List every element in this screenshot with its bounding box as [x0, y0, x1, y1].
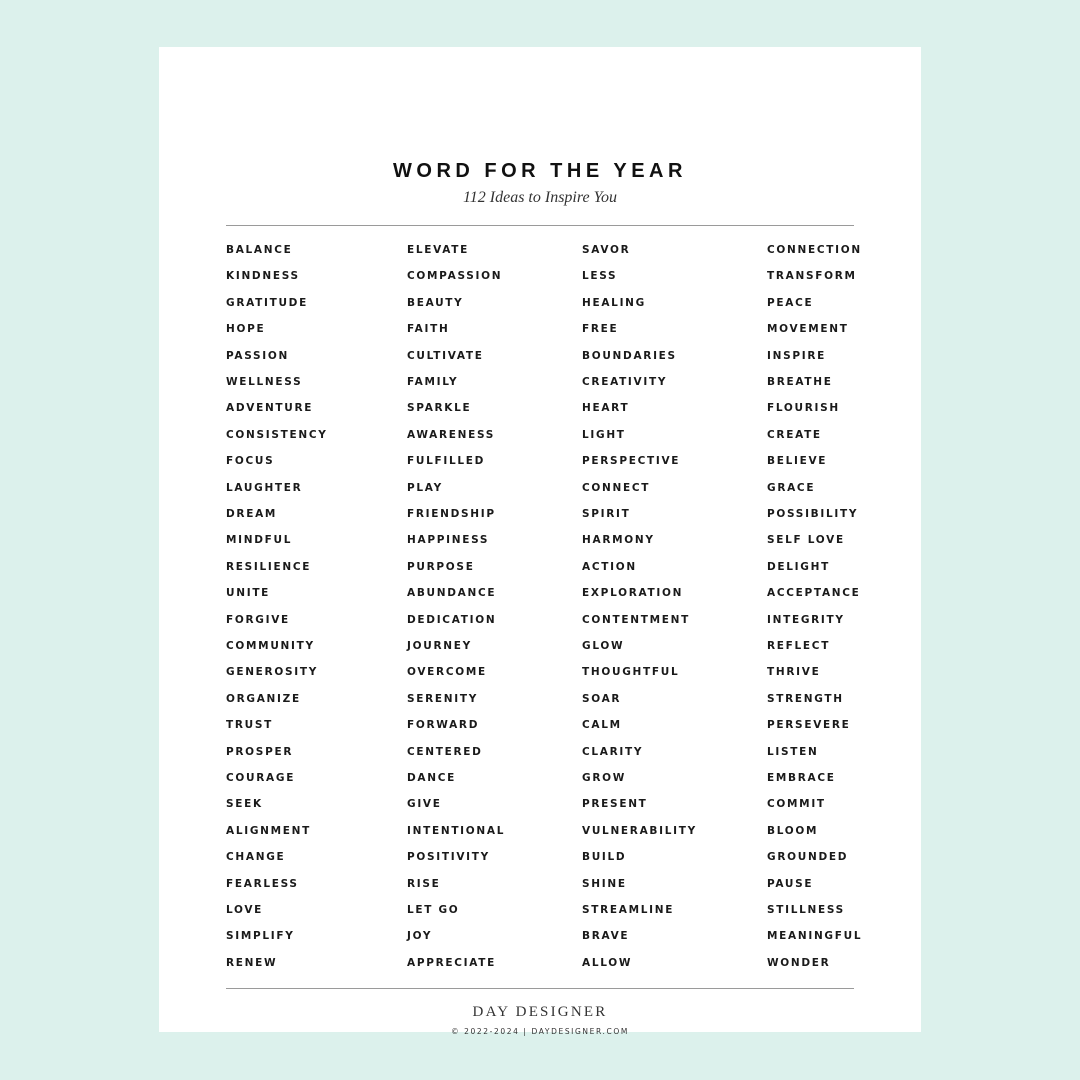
word-item: BUILD	[582, 851, 627, 864]
word-item: COURAGE	[226, 772, 296, 784]
top-divider	[226, 225, 854, 226]
word-item: GROUNDED	[767, 851, 849, 864]
word-item: REFLECT	[767, 640, 831, 652]
word-item: SIMPLIFY	[226, 930, 295, 943]
word-item: BELIEVE	[767, 455, 828, 468]
word-item: GLOW	[582, 640, 625, 652]
word-item: INTENTIONAL	[407, 824, 506, 837]
word-item: GROW	[582, 772, 627, 784]
word-item: POSSIBILITY	[767, 508, 859, 520]
word-item: SERENITY	[407, 692, 479, 705]
word-item: GENEROSITY	[226, 666, 318, 679]
word-item: PAUSE	[767, 877, 814, 890]
word-item: CENTERED	[407, 745, 483, 758]
word-item: FOCUS	[226, 455, 275, 468]
word-item: COMPASSION	[407, 270, 503, 283]
word-item: HEALING	[582, 296, 646, 309]
brand-name: DAY DESIGNER	[472, 1004, 608, 1020]
word-item: TRANSFORM	[767, 270, 857, 283]
word-item: CALM	[582, 719, 622, 732]
word-item: CONSISTENCY	[226, 428, 328, 441]
word-item: DELIGHT	[767, 560, 830, 573]
word-list	[226, 243, 866, 983]
word-item: SHINE	[582, 877, 627, 890]
word-item: EXPLORATION	[582, 587, 684, 600]
word-item: EMBRACE	[767, 772, 836, 784]
word-item: SPARKLE	[407, 402, 472, 415]
word-item: PASSION	[226, 349, 290, 362]
word-item: LISTEN	[767, 745, 819, 758]
word-item: APPRECIATE	[407, 956, 497, 969]
word-item: FREE	[582, 323, 619, 336]
word-item: GIVE	[407, 798, 442, 811]
word-item: SEEK	[226, 798, 263, 811]
word-item: GRATITUDE	[226, 296, 308, 309]
word-item: COMMUNITY	[226, 640, 315, 652]
word-item: DANCE	[407, 772, 457, 784]
word-item: RESILIENCE	[226, 560, 312, 573]
word-item: CREATE	[767, 428, 822, 441]
word-item: CONNECTION	[767, 244, 862, 256]
page-title: WORD FOR THE YEAR	[393, 160, 687, 182]
word-item: GRACE	[767, 481, 816, 494]
word-item: PROSPER	[226, 745, 294, 758]
word-item: CONNECT	[582, 481, 651, 494]
word-item: HEART	[582, 402, 630, 415]
word-item: VULNERABILITY	[582, 824, 697, 837]
word-item: JOY	[407, 930, 433, 943]
word-item: ACCEPTANCE	[767, 587, 861, 600]
word-item: FORWARD	[407, 719, 480, 732]
printable-sheet	[159, 47, 921, 1036]
word-item: STRENGTH	[767, 692, 844, 705]
word-item: THRIVE	[767, 666, 821, 679]
word-item: FULFILLED	[407, 455, 486, 468]
word-item: FEARLESS	[226, 877, 299, 890]
word-item: PLAY	[407, 481, 443, 494]
word-item: LET GO	[407, 904, 460, 916]
word-item: PRESENT	[582, 798, 648, 811]
word-item: CONTENTMENT	[582, 613, 690, 626]
word-item: CULTIVATE	[407, 349, 484, 362]
word-item: STREAMLINE	[582, 904, 675, 916]
word-item: RISE	[407, 877, 441, 890]
word-item: INSPIRE	[767, 349, 827, 362]
word-item: ADVENTURE	[226, 402, 314, 415]
word-item: BLOOM	[767, 824, 819, 837]
word-item: PERSEVERE	[767, 719, 851, 732]
word-item: ABUNDANCE	[407, 587, 497, 600]
word-item: MINDFUL	[226, 534, 293, 547]
word-item: PURPOSE	[407, 560, 475, 573]
word-item: FRIENDSHIP	[407, 508, 496, 520]
word-item: ELEVATE	[407, 244, 469, 256]
word-item: JOURNEY	[407, 640, 472, 652]
word-item: CLARITY	[582, 745, 644, 758]
word-item: DREAM	[226, 508, 278, 520]
page-subtitle: 112 Ideas to Inspire You	[462, 189, 618, 206]
word-item: POSITIVITY	[407, 851, 490, 864]
word-item: BRAVE	[582, 930, 630, 943]
word-item: MOVEMENT	[767, 323, 849, 336]
word-item: TRUST	[226, 719, 273, 732]
word-item: PEACE	[767, 296, 814, 309]
word-item: LIGHT	[582, 428, 626, 441]
word-item: DEDICATION	[407, 613, 497, 626]
word-item: HARMONY	[582, 534, 655, 547]
word-item: HOPE	[226, 323, 266, 336]
word-item: BALANCE	[226, 244, 293, 256]
word-item: CHANGE	[226, 851, 286, 864]
word-item: LAUGHTER	[226, 481, 303, 494]
word-item: FORGIVE	[226, 613, 290, 626]
word-item: UNITE	[226, 587, 271, 600]
word-item: SOAR	[582, 692, 622, 705]
word-item: FLOURISH	[767, 402, 840, 415]
word-item: ALIGNMENT	[226, 824, 312, 837]
word-item: WELLNESS	[226, 376, 303, 388]
word-item: THOUGHTFUL	[582, 666, 680, 679]
word-item: ACTION	[582, 560, 637, 573]
word-item: ALLOW	[582, 956, 633, 969]
word-item: PERSPECTIVE	[582, 455, 681, 468]
word-item: AWARENESS	[407, 428, 496, 441]
word-item: STILLNESS	[767, 904, 845, 916]
footer-copyright: © 2022-2024 | DAYDESIGNER.COM	[451, 1027, 629, 1036]
word-item: ORGANIZE	[226, 692, 301, 705]
word-item: SELF LOVE	[767, 534, 845, 547]
word-item: BOUNDARIES	[582, 349, 677, 362]
word-item: RENEW	[226, 956, 278, 969]
word-item: BREATHE	[767, 376, 833, 388]
word-item: SPIRIT	[582, 508, 631, 520]
word-item: LOVE	[226, 904, 264, 916]
word-item: FAITH	[407, 323, 450, 336]
word-item: FAMILY	[407, 376, 459, 388]
word-item: KINDNESS	[226, 270, 300, 283]
word-item: BEAUTY	[407, 296, 464, 309]
bottom-divider	[226, 988, 854, 989]
word-item: LESS	[582, 270, 618, 283]
word-item: SAVOR	[582, 244, 631, 256]
word-item: COMMIT	[767, 798, 826, 811]
word-item: MEANINGFUL	[767, 930, 863, 943]
word-item: CREATIVITY	[582, 376, 668, 388]
word-item: OVERCOME	[407, 666, 487, 679]
word-item: HAPPINESS	[407, 534, 490, 547]
word-item: WONDER	[767, 956, 831, 969]
word-item: INTEGRITY	[767, 613, 845, 626]
